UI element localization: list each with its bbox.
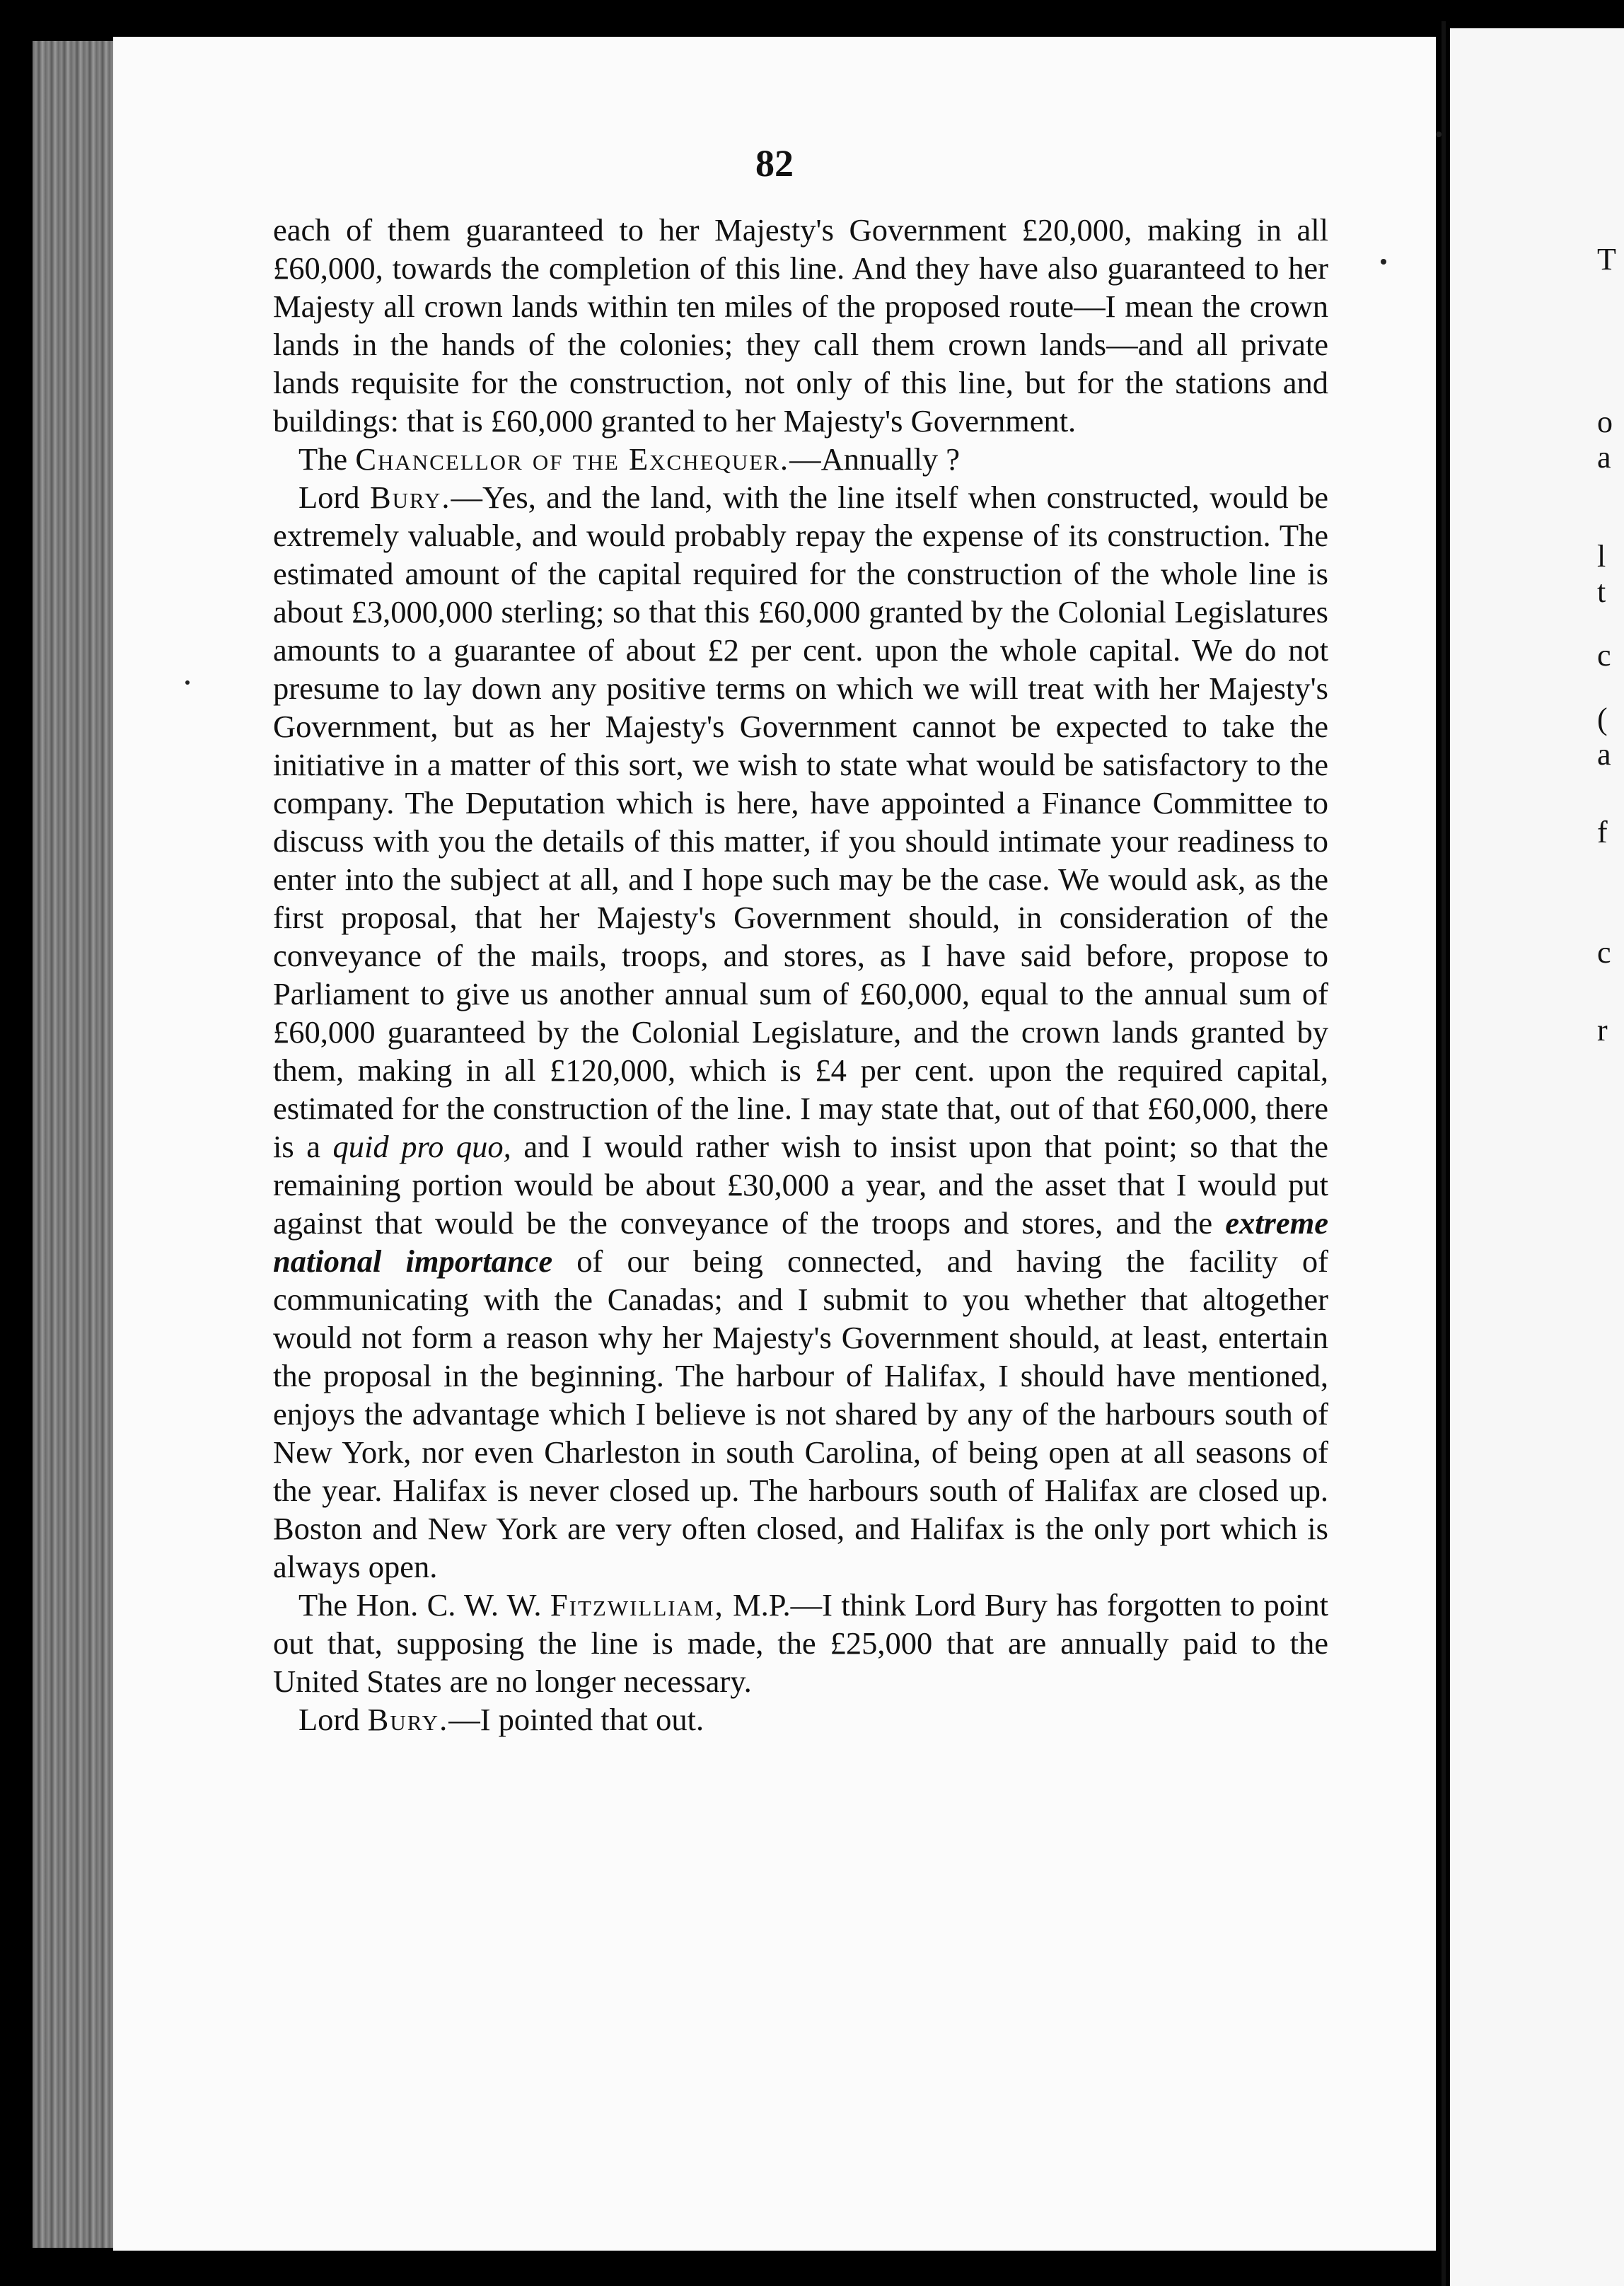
book-spine-edge	[33, 41, 117, 2248]
text-run: of our being connected, and having the facility of communicating with the Canadas; and I submit to you whether that altogether would not form a reason why her Majesty's Government should, at least, entertain the proposal in the beginning. The harbour of Halifax, I should have mentioned, enjoys the advantage which I believe is not shared by any of the harbours south of New York, nor even Charleston in south Carolina, of being open at all seasons of the year. Halifax is never closed up. The harbours south of Halifax are closed up. Boston and New York are very often closed, and Halifax is the only port which is always open.	[273, 1243, 1328, 1584]
paragraph	[273, 440, 1328, 478]
styled-text-run: Bury.	[367, 1702, 449, 1737]
edge-letter: a	[1597, 440, 1611, 475]
text-run: and I would rather wish to insist upon that point; so that the remaining portion would be about £30,000 a year, and the asset that I would put against that would be the conveyance of the troops and stores, and the	[273, 1129, 1328, 1241]
adjacent-page-edge	[1450, 28, 1624, 2286]
body-text	[273, 211, 1328, 1739]
edge-letter: o	[1597, 405, 1613, 439]
page-number: 82	[755, 142, 794, 185]
styled-text-run: Bury.	[369, 480, 451, 515]
edge-letter: T	[1597, 242, 1616, 277]
edge-letter: l	[1597, 539, 1606, 574]
text-run: The Hon. C. W. W.	[298, 1587, 550, 1623]
styled-text-run: Chancellor of the Exchequer.	[355, 441, 790, 477]
edge-letter: t	[1597, 574, 1606, 609]
text-run: each of them guaranteed to her Majesty's Government £20,000, making in all £60,000, towards the completion of this line. And they have also guaranteed to her Majesty all crown lands within ten miles of the proposed route—I mean the crown lands in the hands of the colonies; they call them crown lands—and all private lands requisite for the construction, not only of this line, but for the stations and buildings: that is £60,000 granted to her Majesty's Government.	[273, 212, 1328, 439]
edge-letter: r	[1597, 1013, 1608, 1048]
text-run: Lord	[298, 480, 370, 515]
paragraph	[273, 1700, 1328, 1739]
paragraph	[273, 1586, 1328, 1700]
styled-text-run: quid pro quo,	[332, 1129, 511, 1164]
speck-mark	[1381, 259, 1386, 265]
styled-text-run: extreme national importance	[273, 1205, 1328, 1279]
page-gutter	[1442, 21, 1446, 2286]
text-run: M.P.—I think Lord Bury has forgotten to point out that, supposing the line is made, the £25,000 that are annually paid to the United States are no longer necessary.	[273, 1587, 1328, 1699]
edge-letter: a	[1597, 737, 1611, 772]
text-run: Lord	[298, 1702, 368, 1737]
edge-letter: (	[1597, 702, 1608, 736]
paragraph	[273, 211, 1328, 440]
edge-letter: f	[1597, 815, 1608, 849]
speck-mark	[1436, 132, 1442, 137]
speck-mark	[185, 680, 190, 685]
text-run: The	[298, 441, 356, 477]
text-run: —I pointed that out.	[448, 1702, 704, 1737]
edge-letter: c	[1597, 638, 1611, 673]
styled-text-run: Fitzwilliam,	[550, 1587, 724, 1623]
text-run: —Annually ?	[789, 441, 961, 477]
text-run: —Yes, and the land, with the line itself when constructed, would be extremely valuable, and would probably repay the expense of its construction. The estimated amount of the capital required for the construction of the whole line is about £3,000,000 sterling; so that this £60,000 granted by the Colonial Legislatures amounts to a guarantee of about £2 per cent. upon the whole capital. We do not presume to lay down any positive terms on which we will treat with her Majesty's Government, but as her Majesty's Government cannot be expected to take the initiative in a matter of this sort, we wish to state what would be satisfactory to the company. The Deputation which is here, have appointed a Finance Committee to discuss with you the details of this matter, if you should intimate your readiness to enter into the subject at all, and I hope such may be the case. We would ask, as the first proposal, that her Majesty's Government should, in consideration of the conveyance of the mails, troops, and stores, as I have said before, propose to Parliament to give us another annual sum of £60,000, equal to the annual sum of £60,000 guaranteed by the Colonial Legislature, and the crown lands granted by them, making in all £120,000, which is £4 per cent. upon the required capital, estimated for the construction of the line. I may state that, out of that £60,000, there is a	[273, 480, 1328, 1164]
edge-letter: c	[1597, 935, 1611, 970]
paragraph	[273, 478, 1328, 1586]
